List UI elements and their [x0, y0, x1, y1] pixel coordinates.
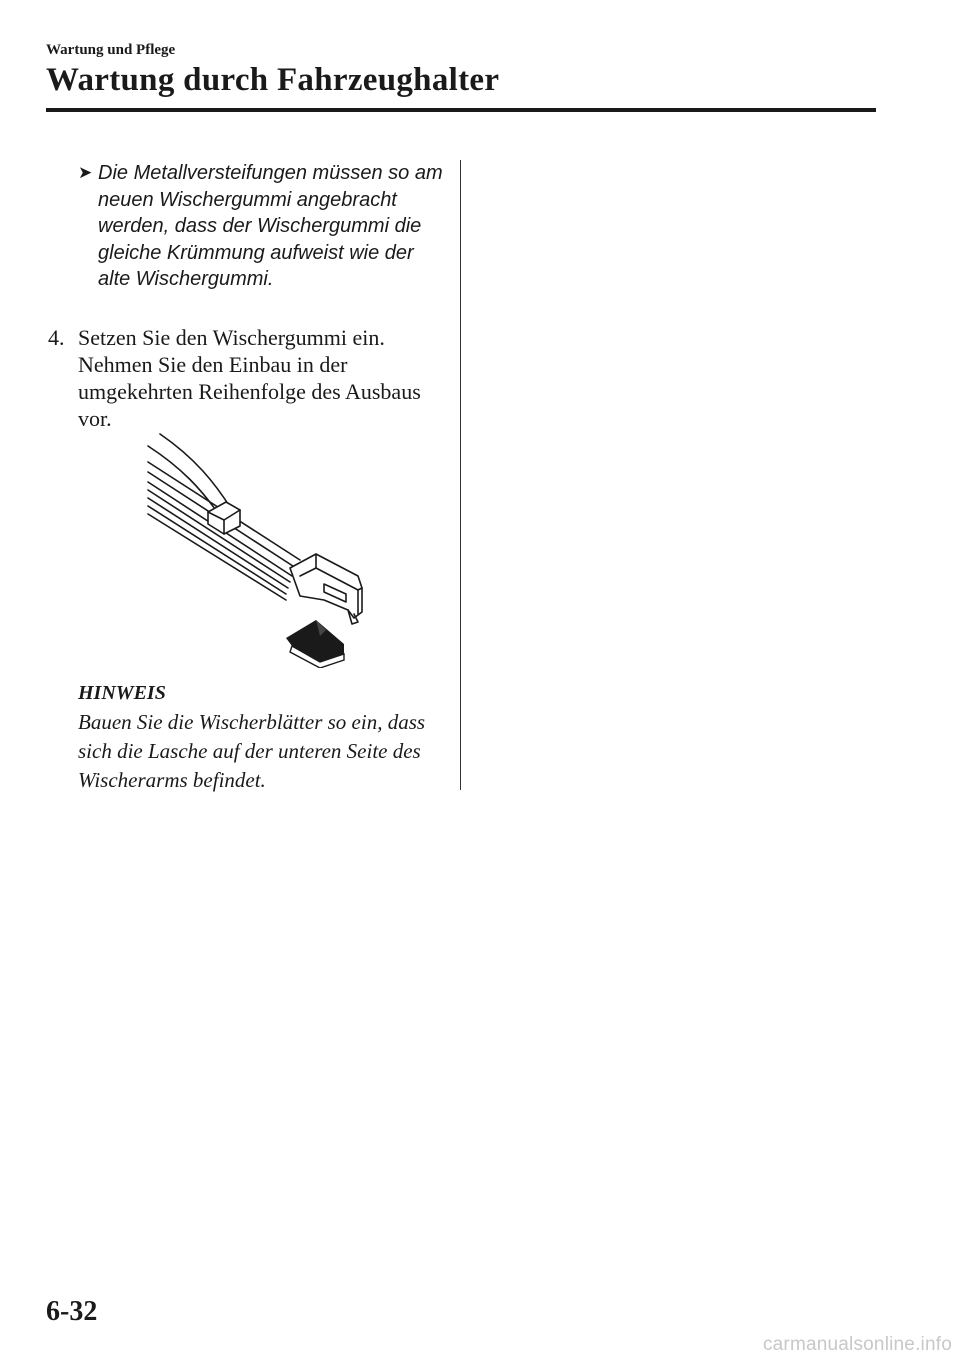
page-title: Wartung durch Fahrzeughalter — [46, 62, 500, 98]
step-item — [48, 324, 448, 432]
hinweis-heading: HINWEIS — [78, 682, 166, 704]
triangle-right-icon: ➤ — [78, 163, 93, 182]
column-divider — [460, 160, 461, 790]
page-number: 6-32 — [46, 1296, 98, 1327]
title-rule — [46, 108, 876, 112]
watermark: carmanualsonline.info — [762, 1334, 952, 1355]
note-block — [78, 160, 448, 293]
section-label: Wartung und Pflege — [46, 42, 176, 58]
step-text: Setzen Sie den Wischergummi ein. Nehmen Sie den Einbau in der umgekehrten Reihenfolge des Ausbaus vor. — [78, 325, 421, 431]
note-text: Die Metallversteifungen müssen so am neuen Wischergummi angebracht werden, dass der Wischergummi die gleiche Krümmung aufweist wie der alte Wischergummi. — [98, 162, 443, 290]
step-number: 4. — [48, 325, 65, 350]
hinweis-text: Bauen Sie die Wischerblätter so ein, dass sich die Lasche auf der unteren Seite des Wischerarms befindet. — [78, 710, 426, 792]
wiper-blade-illustration — [140, 428, 380, 668]
